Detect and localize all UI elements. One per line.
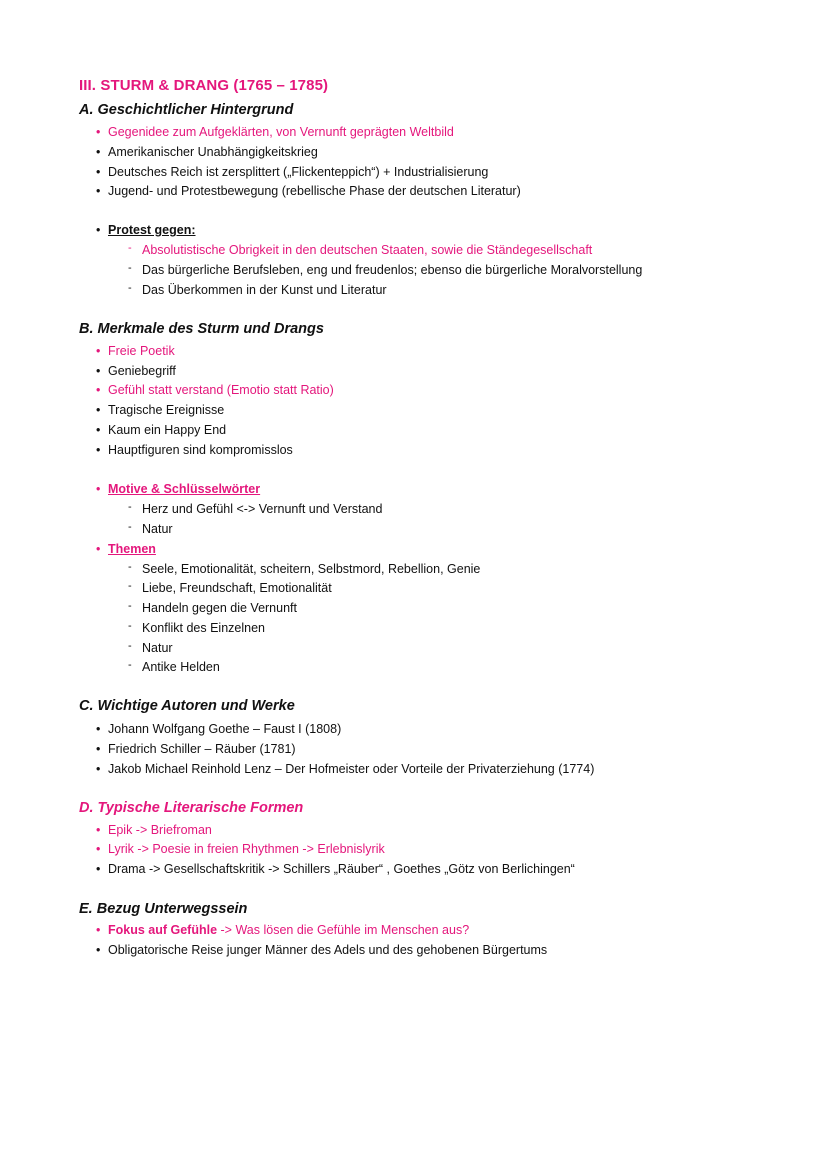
dash-icon: - xyxy=(128,242,132,254)
bullet-icon: • xyxy=(96,443,101,457)
bullet-icon: • xyxy=(96,742,101,756)
sub-list-item: - Herz und Gefühl <-> Vernunft und Verstand xyxy=(128,501,383,516)
sub-list-item: - Liebe, Freundschaft, Emotionalität xyxy=(128,580,332,595)
bullet-icon: • xyxy=(96,542,101,556)
list-item: • Geniebegriff xyxy=(96,364,176,378)
list-item: • Hauptfiguren sind kompromisslos xyxy=(96,443,293,457)
list-item: • Lyrik -> Poesie in freien Rhythmen -> Erlebnislyrik xyxy=(96,842,385,856)
sub-list-item: - Handeln gegen die Vernunft xyxy=(128,600,297,615)
list-item: • Johann Wolfgang Goethe – Faust I (1808) xyxy=(96,722,342,736)
sub-list-item: - Natur xyxy=(128,640,173,655)
list-item: • Kaum ein Happy End xyxy=(96,423,227,437)
section-d-heading: D. Typische Literarische Formen xyxy=(79,800,304,816)
bullet-icon: • xyxy=(96,184,101,198)
bullet-icon: • xyxy=(96,364,101,378)
bullet-icon: • xyxy=(96,383,101,397)
bullet-icon: • xyxy=(96,842,101,856)
dash-icon: - xyxy=(128,521,132,533)
bullet-icon: • xyxy=(96,862,101,876)
list-item: • Jakob Michael Reinhold Lenz – Der Hofmeister oder Vorteile der Privaterziehung (1774) xyxy=(96,762,595,776)
section-c-heading: C. Wichtige Autoren und Werke xyxy=(79,698,295,714)
list-item: • Obligatorische Reise junger Männer des Adels und des gehobenen Bürgertums xyxy=(96,943,548,957)
list-item: • Fokus auf Gefühle -> Was lösen die Gefühle im Menschen aus? xyxy=(96,923,470,937)
themen-label: Themen xyxy=(108,542,156,556)
protest-label: Protest gegen: xyxy=(108,223,196,237)
bullet-icon: • xyxy=(96,423,101,437)
sub-list-item: - Seele, Emotionalität, scheitern, Selbstmord, Rebellion, Genie xyxy=(128,561,481,576)
dash-icon: - xyxy=(128,600,132,612)
list-item: • Jugend- und Protestbewegung (rebellische Phase der deutschen Literatur) xyxy=(96,184,521,198)
bullet-icon: • xyxy=(96,145,101,159)
dash-icon: - xyxy=(128,561,132,573)
list-item: • Freie Poetik xyxy=(96,344,175,358)
dash-icon: - xyxy=(128,501,132,513)
bullet-icon: • xyxy=(96,223,101,237)
dash-icon: - xyxy=(128,640,132,652)
list-item: • Epik -> Briefroman xyxy=(96,823,212,837)
list-item: • Deutsches Reich ist zersplittert („Flickenteppich“) + Industrialisierung xyxy=(96,165,489,179)
dash-icon: - xyxy=(128,659,132,671)
bullet-icon: • xyxy=(96,823,101,837)
motive-label: Motive & Schlüsselwörter xyxy=(108,482,261,496)
sub-list-item: - Das Überkommen in der Kunst und Literatur xyxy=(128,282,387,297)
bullet-icon: • xyxy=(96,165,101,179)
section-a-heading: A. Geschichtlicher Hintergrund xyxy=(79,102,294,118)
bullet-icon: • xyxy=(96,403,101,417)
dash-icon: - xyxy=(128,620,132,632)
bullet-icon: • xyxy=(96,943,101,957)
bullet-icon: • xyxy=(96,762,101,776)
list-item: • Tragische Ereignisse xyxy=(96,403,225,417)
list-item xyxy=(96,541,156,557)
list-item: • Gegenidee zum Aufgeklärten, von Vernunft geprägten Weltbild xyxy=(96,125,454,139)
list-item: • Friedrich Schiller – Räuber (1781) xyxy=(96,742,296,756)
bullet-icon: • xyxy=(96,722,101,736)
sub-list-item: - Antike Helden xyxy=(128,659,220,674)
bullet-icon: • xyxy=(96,344,101,358)
section-b-heading: B. Merkmale des Sturm und Drangs xyxy=(79,321,324,337)
list-item: • Gefühl statt verstand (Emotio statt Ratio) xyxy=(96,383,334,397)
list-item: • Amerikanischer Unabhängigkeitskrieg xyxy=(96,145,318,159)
sub-list-item: - Das bürgerliche Berufsleben, eng und freudenlos; ebenso die bürgerliche Moralvorstellung xyxy=(128,262,643,277)
dash-icon: - xyxy=(128,580,132,592)
section-e-heading: E. Bezug Unterwegssein xyxy=(79,901,248,917)
sub-list-item: - Absolutistische Obrigkeit in den deutschen Staaten, sowie die Ständegesellschaft xyxy=(128,242,593,257)
sub-list-item: - Natur xyxy=(128,521,173,536)
list-item xyxy=(96,481,260,497)
page-title: III. STURM & DRANG (1765 – 1785) xyxy=(79,77,329,94)
dash-icon: - xyxy=(128,282,132,294)
list-item xyxy=(96,222,196,238)
bullet-icon: • xyxy=(96,923,101,937)
sub-list-item: - Konflikt des Einzelnen xyxy=(128,620,265,635)
bullet-icon: • xyxy=(96,482,101,496)
dash-icon: - xyxy=(128,262,132,274)
list-item: • Drama -> Gesellschaftskritik -> Schillers „Räuber“ , Goethes „Götz von Berlichingen“ xyxy=(96,862,575,876)
bullet-icon: • xyxy=(96,125,101,139)
